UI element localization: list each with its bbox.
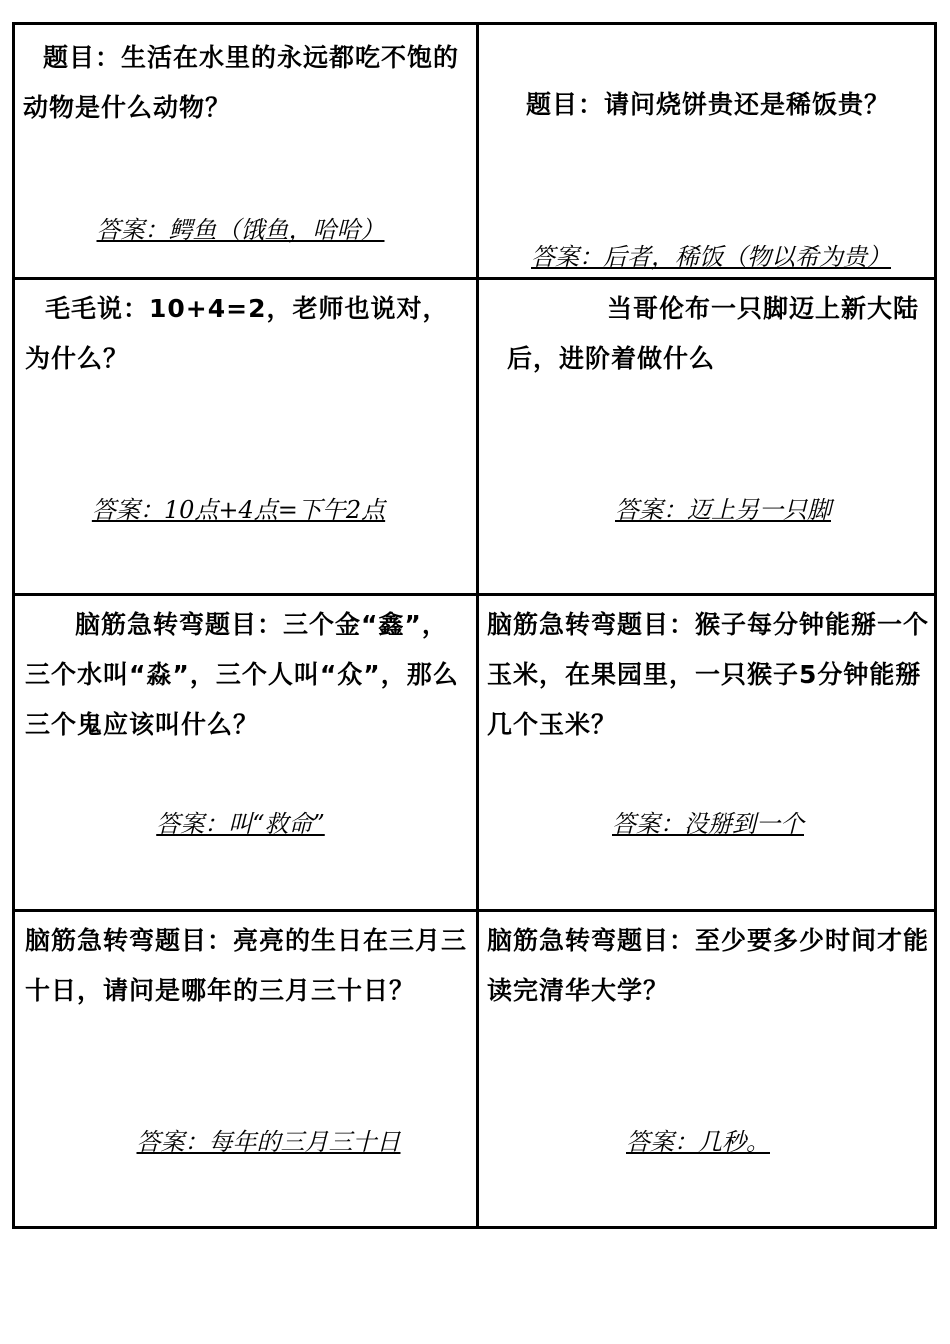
- riddle-question: 脑筋急转弯题目：猴子每分钟能掰一个玉米，在果园里，一只猴子5分钟能掰几个玉米？: [487, 610, 930, 739]
- riddle-card: [479, 912, 937, 1229]
- riddle-question: 题目：生活在水里的永远都吃不饱的动物是什么动物？: [23, 43, 460, 122]
- riddle-card: [15, 280, 476, 593]
- riddle-answer: 答案：没掰到一个: [612, 810, 804, 838]
- riddle-question: 脑筋急转弯题目：亮亮的生日在三月三十日，请问是哪年的三月三十日？: [25, 926, 468, 1005]
- riddle-answer: 答案：后者，稀饭（物以希为贵）: [531, 243, 891, 271]
- riddle-question: 毛毛说：10+4=2，老师也说对，为什么？: [25, 294, 449, 373]
- riddle-answer: 答案：鳄鱼（饿鱼，哈哈）: [96, 216, 385, 244]
- riddle-card: [479, 25, 937, 277]
- riddle-answer: 答案：每年的三月三十日: [136, 1128, 401, 1156]
- riddle-answer: 答案：叫“救命”: [156, 810, 325, 838]
- riddle-card-grid: [12, 22, 937, 1229]
- riddle-answer: 答案：10点+4点=下午2点: [91, 496, 386, 524]
- riddle-card: [479, 596, 937, 909]
- riddle-card: [479, 280, 937, 593]
- riddle-card: [15, 596, 476, 909]
- riddle-answer: 答案：几秒。: [626, 1128, 770, 1156]
- riddle-answer: 答案：迈上另一只脚: [615, 496, 831, 524]
- riddle-question: 题目：请问烧饼贵还是稀饭贵？: [525, 90, 890, 119]
- riddle-card: [15, 912, 476, 1229]
- riddle-question: 脑筋急转弯题目：三个金“鑫”，三个水叫“淼”，三个人叫“众”，那么三个鬼应该叫什么？: [25, 610, 459, 739]
- riddle-question: 脑筋急转弯题目：至少要多少时间才能读完清华大学？: [487, 926, 930, 1005]
- riddle-question: 当哥伦布一只脚迈上新大陆后，进阶着做什么: [507, 294, 920, 373]
- riddle-card: [15, 25, 476, 277]
